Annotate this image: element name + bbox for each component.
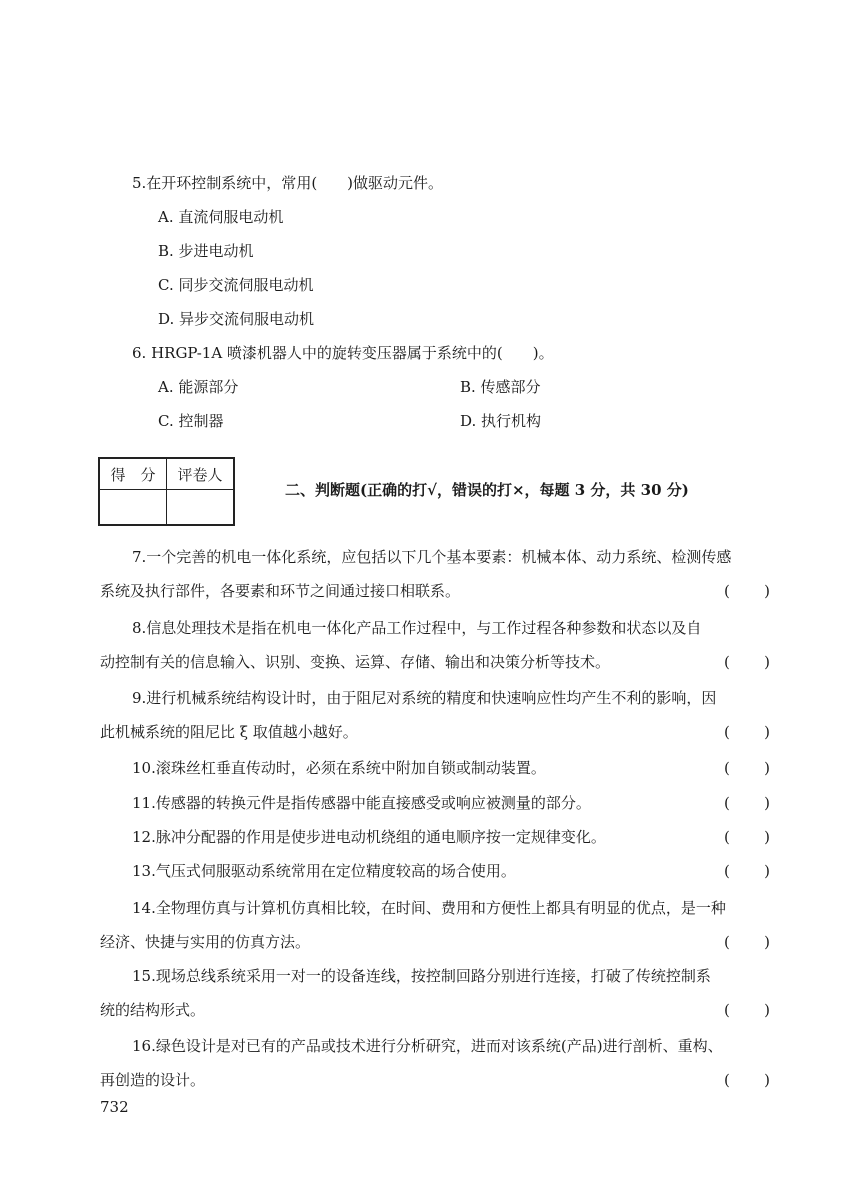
q12-answer-blank: ( ) (724, 828, 770, 846)
q5-option-b: B. 步进电动机 (158, 242, 254, 260)
q16-line2: 再创造的设计。 (100, 1071, 206, 1089)
q6-option-a: A. 能源部分 (158, 378, 239, 396)
q12-line1: 12.脉冲分配器的作用是使步进电动机绕组的通电顺序按一定规律变化。 (132, 828, 606, 846)
q8-line1: 8.信息处理技术是指在机电一体化产品工作过程中，与工作过程各种参数和状态以及自 (132, 619, 702, 637)
q6-option-c: C. 控制器 (158, 412, 224, 430)
q14-line1: 14.全物理仿真与计算机仿真相比较，在时间、费用和方便性上都具有明显的优点，是一种 (132, 899, 726, 917)
q5-option-d: D. 异步交流伺服电动机 (158, 310, 315, 328)
q5-option-a: A. 直流伺服电动机 (158, 208, 284, 226)
section-title: 二、判断题(正确的打√，错误的打×，每题 3 分，共 30 分) (285, 481, 689, 499)
score-cell (99, 490, 167, 526)
q16-answer-blank: ( ) (724, 1071, 770, 1089)
q10-line1: 10.滚珠丝杠垂直传动时，必须在系统中附加自锁或制动装置。 (132, 759, 546, 777)
q14-answer-blank: ( ) (724, 933, 770, 951)
q15-line1: 15.现场总线系统采用一对一的设备连线，按控制回路分别进行连接，打破了传统控制系 (132, 967, 711, 985)
q16-line1: 16.绿色设计是对已有的产品或技术进行分析研究，进而对该系统(产品)进行剖析、重构、 (132, 1037, 723, 1055)
q8-line2: 动控制有关的信息输入、识别、变换、运算、存储、输出和决策分析等技术。 (100, 653, 611, 671)
q9-line1: 9.进行机械系统结构设计时，由于阻尼对系统的精度和快速响应性均产生不利的影响，因 (132, 689, 717, 707)
q14-line2: 经济、快捷与实用的仿真方法。 (100, 933, 311, 951)
q6-option-d: D. 执行机构 (460, 412, 542, 430)
q9-line2: 此机械系统的阻尼比 ξ 取值越小越好。 (100, 723, 358, 741)
q10-answer-blank: ( ) (724, 759, 770, 777)
q15-answer-blank: ( ) (724, 1001, 770, 1019)
q7-answer-blank: ( ) (724, 582, 770, 600)
q6-option-b: B. 传感部分 (460, 378, 541, 396)
grader-cell (167, 490, 235, 526)
q6-stem: 6. HRGP-1A 喷漆机器人中的旋转变压器属于系统中的( )。 (132, 344, 554, 362)
q11-answer-blank: ( ) (724, 794, 770, 812)
page-number: 732 (100, 1098, 129, 1116)
score-header: 得 分 (99, 458, 167, 490)
q8-answer-blank: ( ) (724, 653, 770, 671)
q7-line2: 系统及执行部件，各要素和环节之间通过接口相联系。 (100, 582, 461, 600)
score-table (98, 457, 235, 526)
q15-line2: 统的结构形式。 (100, 1001, 206, 1019)
grader-header: 评卷人 (167, 458, 235, 490)
q11-line1: 11.传感器的转换元件是指传感器中能直接感受或响应被测量的部分。 (132, 794, 591, 812)
q9-answer-blank: ( ) (724, 723, 770, 741)
q13-answer-blank: ( ) (724, 862, 770, 880)
q13-line1: 13.气压式伺服驱动系统常用在定位精度较高的场合使用。 (132, 862, 516, 880)
q5-stem: 5.在开环控制系统中，常用( )做驱动元件。 (132, 174, 444, 192)
q5-option-c: C. 同步交流伺服电动机 (158, 276, 314, 294)
q7-line1: 7.一个完善的机电一体化系统，应包括以下几个基本要素：机械本体、动力系统、检测传感 (132, 548, 732, 566)
